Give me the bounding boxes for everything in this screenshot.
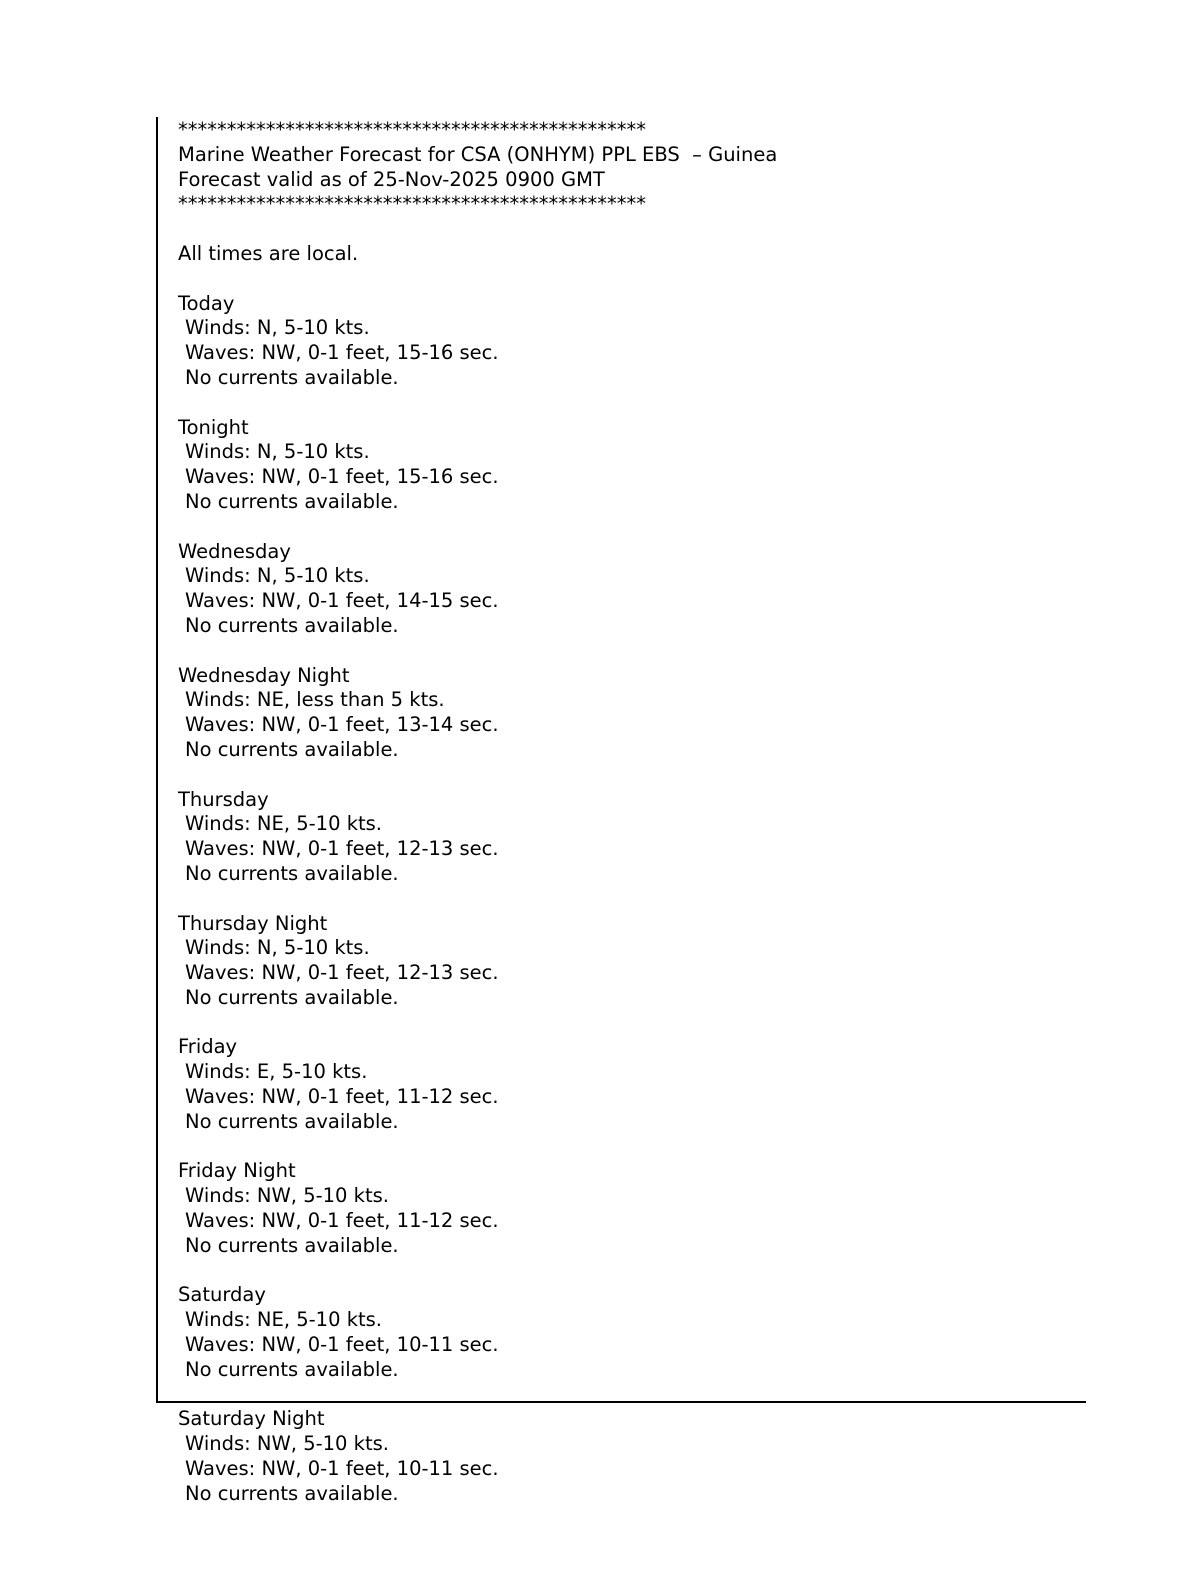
section-title: Friday Night	[178, 1159, 296, 1183]
section-title: Tonight	[178, 415, 249, 439]
section-currents: No currents available.	[185, 613, 399, 637]
section-winds: Winds: N, 5-10 kts.	[185, 440, 370, 464]
forecast-section-wednesday	[178, 540, 1078, 639]
forecast-section-saturday	[178, 1283, 1078, 1382]
section-waves: Waves: NW, 0-1 feet, 11-12 sec.	[185, 1209, 499, 1233]
section-waves: Waves: NW, 0-1 feet, 14-15 sec.	[185, 589, 499, 613]
divider-line-top: ************************************************	[178, 118, 646, 141]
section-winds: Winds: N, 5-10 kts.	[185, 936, 370, 960]
forecast-section-thursday	[178, 788, 1078, 887]
section-winds: Winds: E, 5-10 kts.	[185, 1060, 368, 1084]
section-currents: No currents available.	[185, 489, 399, 513]
section-winds: Winds: NE, less than 5 kts.	[185, 688, 445, 712]
section-currents: No currents available.	[185, 737, 399, 761]
times-note: All times are local.	[178, 241, 359, 265]
section-waves: Waves: NW, 0-1 feet, 15-16 sec.	[185, 465, 499, 489]
forecast-section-tonight	[178, 416, 1078, 515]
forecast-title: Marine Weather Forecast for CSA (ONHYM) PPL EBS – Guinea	[178, 142, 778, 166]
blank-line	[178, 267, 1078, 292]
section-title: Saturday Night	[178, 1407, 325, 1431]
section-currents: No currents available.	[185, 985, 399, 1009]
section-winds: Winds: N, 5-10 kts.	[185, 316, 370, 340]
forecast-valid-line: Forecast valid as of 25-Nov-2025 0900 GMT	[178, 167, 605, 191]
section-waves: Waves: NW, 0-1 feet, 12-13 sec.	[185, 961, 499, 985]
blank-line	[178, 217, 1078, 242]
divider-line-bottom: ************************************************	[178, 192, 646, 216]
section-currents: No currents available.	[185, 365, 399, 389]
section-waves: Waves: NW, 0-1 feet, 13-14 sec.	[185, 713, 499, 737]
section-currents: No currents available.	[185, 1109, 399, 1133]
section-winds: Winds: NE, 5-10 kts.	[185, 1308, 382, 1332]
forecast-section-friday	[178, 1035, 1078, 1134]
section-waves: Waves: NW, 0-1 feet, 10-11 sec.	[185, 1333, 499, 1357]
section-title: Thursday Night	[178, 911, 328, 935]
section-title: Today	[178, 291, 235, 315]
section-waves: Waves: NW, 0-1 feet, 11-12 sec.	[185, 1085, 499, 1109]
forecast-section-saturday-night	[178, 1407, 1078, 1506]
forecast-section-wednesday-night	[178, 664, 1078, 763]
section-currents: No currents available.	[185, 861, 399, 885]
section-title: Friday	[178, 1035, 238, 1059]
forecast-section-thursday-night	[178, 912, 1078, 1011]
box-left-border	[156, 117, 158, 1402]
section-currents: No currents available.	[185, 1481, 399, 1505]
section-title: Saturday	[178, 1283, 266, 1307]
section-title: Wednesday	[178, 539, 291, 563]
section-winds: Winds: NE, 5-10 kts.	[185, 812, 382, 836]
section-title: Wednesday Night	[178, 663, 350, 687]
section-waves: Waves: NW, 0-1 feet, 12-13 sec.	[185, 837, 499, 861]
section-title: Thursday	[178, 787, 269, 811]
section-winds: Winds: NW, 5-10 kts.	[185, 1432, 389, 1456]
forecast-text	[178, 118, 1078, 1531]
section-waves: Waves: NW, 0-1 feet, 10-11 sec.	[185, 1457, 499, 1481]
forecast-section-today	[178, 292, 1078, 391]
section-currents: No currents available.	[185, 1233, 399, 1257]
section-winds: Winds: N, 5-10 kts.	[185, 564, 370, 588]
forecast-section-friday-night	[178, 1159, 1078, 1258]
section-currents: No currents available.	[185, 1357, 399, 1381]
section-winds: Winds: NW, 5-10 kts.	[185, 1184, 389, 1208]
section-waves: Waves: NW, 0-1 feet, 15-16 sec.	[185, 341, 499, 365]
